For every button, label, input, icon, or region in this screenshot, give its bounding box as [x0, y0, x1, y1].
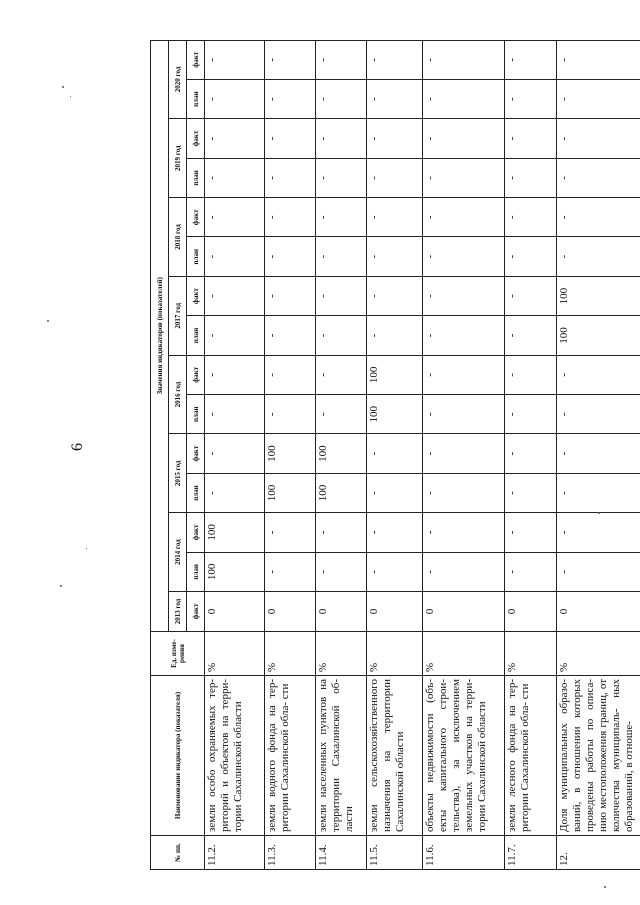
value-cell: - [367, 40, 423, 79]
header-year-2015: 2015 год [169, 434, 187, 513]
value-cell: - [556, 473, 640, 512]
value-cell: 100 [265, 434, 316, 473]
value-cell: 100 [265, 473, 316, 512]
value-cell: - [423, 198, 505, 237]
value-cell: - [316, 119, 367, 158]
header-year-2018: 2018 год [169, 198, 187, 277]
row-number: 12. [556, 836, 640, 870]
value-cell: - [556, 395, 640, 434]
value-cell: - [367, 316, 423, 355]
value-cell: - [423, 513, 505, 552]
header-fact-2019: факт [187, 119, 205, 158]
value-cell: - [423, 119, 505, 158]
header-year-2013: 2013 год [169, 592, 187, 632]
header-plan-2019: план [187, 158, 205, 197]
value-cell: - [505, 473, 556, 512]
value-cell: - [367, 198, 423, 237]
table-row [505, 40, 556, 869]
value-cell: - [505, 119, 556, 158]
value-cell: - [316, 158, 367, 197]
value-cell: - [505, 434, 556, 473]
value-cell: - [205, 119, 265, 158]
value-cell: - [505, 355, 556, 394]
value-cell: 100 [205, 552, 265, 591]
header-fact-2014: факт [187, 513, 205, 552]
value-cell: - [367, 513, 423, 552]
table-row [423, 40, 505, 869]
value-cell: - [367, 552, 423, 591]
value-cell: - [205, 40, 265, 79]
value-cell: - [205, 276, 265, 315]
value-cell: - [316, 276, 367, 315]
header-plan-2020: план [187, 79, 205, 118]
table-row [265, 40, 316, 869]
row-number: 11.4. [316, 836, 367, 870]
value-cell: 0 [205, 592, 265, 632]
value-cell: - [265, 237, 316, 276]
row-number: 11.2. [205, 836, 265, 870]
scan-speck [598, 512, 600, 514]
scan-speck [86, 548, 87, 549]
header-fact-2017: факт [187, 276, 205, 315]
table-row [316, 40, 367, 869]
value-cell: - [505, 552, 556, 591]
value-cell: - [316, 237, 367, 276]
value-cell: - [265, 316, 316, 355]
value-cell: - [367, 237, 423, 276]
value-cell: - [505, 158, 556, 197]
scan-speck [62, 86, 64, 88]
value-cell: - [505, 513, 556, 552]
value-cell: - [505, 237, 556, 276]
value-cell: - [265, 40, 316, 79]
header-fact: факт [187, 592, 205, 632]
value-cell: - [205, 316, 265, 355]
value-cell: 0 [367, 592, 423, 632]
value-cell: 100 [316, 434, 367, 473]
value-cell: 0 [556, 592, 640, 632]
value-cell: - [423, 158, 505, 197]
value-cell: 0 [505, 592, 556, 632]
value-cell: - [505, 316, 556, 355]
value-cell: - [423, 473, 505, 512]
page-number: 6 [69, 443, 86, 451]
value-cell: - [205, 355, 265, 394]
row-number: 11.5. [367, 836, 423, 870]
value-cell: - [367, 434, 423, 473]
value-cell: - [265, 276, 316, 315]
value-cell: - [265, 79, 316, 118]
indicator-name: земли населенных пунктов на территории Сахалинской об- ласти [316, 676, 367, 836]
table-row [205, 40, 265, 869]
value-cell: - [316, 316, 367, 355]
value-cell: - [316, 79, 367, 118]
header-year-2017: 2017 год [169, 276, 187, 355]
value-cell: - [423, 355, 505, 394]
value-cell: 0 [423, 592, 505, 632]
header-year-2019: 2019 год [169, 119, 187, 198]
header-fact-2015: факт [187, 434, 205, 473]
value-cell: - [205, 79, 265, 118]
header-plan-2017: план [187, 316, 205, 355]
value-cell: 100 [316, 473, 367, 512]
indicator-name: земли особо охраняемых тер- риторий и объектов на терри- тории Сахалинской области [205, 676, 265, 836]
scan-speck [70, 96, 71, 97]
unit-cell: % [316, 632, 367, 676]
header-fact-2020: факт [187, 40, 205, 79]
indicators-table [150, 40, 640, 870]
indicator-name: земли сельскохозяйственного назначения на территории Сахалинской области [367, 676, 423, 836]
indicator-name: земли лесного фонда на тер- ритории Сахалинской обла- сти [505, 676, 556, 836]
value-cell: 100 [367, 355, 423, 394]
value-cell: - [367, 119, 423, 158]
value-cell: - [205, 158, 265, 197]
scan-speck [60, 585, 62, 587]
value-cell: - [423, 40, 505, 79]
unit-cell: % [367, 632, 423, 676]
unit-cell: % [423, 632, 505, 676]
value-cell: - [367, 276, 423, 315]
value-cell: - [205, 434, 265, 473]
header-plan-2018: план [187, 237, 205, 276]
header-fact-2016: факт [187, 355, 205, 394]
value-cell: - [316, 513, 367, 552]
value-cell: - [505, 395, 556, 434]
value-cell: - [316, 198, 367, 237]
value-cell: 0 [316, 592, 367, 632]
table-row [556, 40, 640, 869]
header-plan-2014: план [187, 552, 205, 591]
value-cell: - [556, 552, 640, 591]
value-cell: - [556, 434, 640, 473]
unit-cell: % [556, 632, 640, 676]
value-cell: 100 [556, 276, 640, 315]
value-cell: - [367, 79, 423, 118]
value-cell: - [423, 316, 505, 355]
indicator-name: Доля муниципальных образо- ваний, в отношении которых проведены работы по описа- нию местоположения границ, от количества муниципаль- ных образований, в отноше- [556, 676, 640, 836]
value-cell: - [556, 119, 640, 158]
value-cell: - [205, 473, 265, 512]
value-cell: - [316, 355, 367, 394]
value-cell: - [556, 158, 640, 197]
value-cell: - [205, 395, 265, 434]
value-cell: - [556, 40, 640, 79]
header-plan-2015: план [187, 473, 205, 512]
value-cell: 100 [367, 395, 423, 434]
rotated-table-wrapper [150, 40, 640, 870]
value-cell: - [367, 158, 423, 197]
unit-cell: % [265, 632, 316, 676]
table-row [367, 40, 423, 869]
header-year-2020: 2020 год [169, 40, 187, 119]
value-cell: - [316, 40, 367, 79]
value-cell: - [556, 198, 640, 237]
value-cell: - [423, 434, 505, 473]
value-cell: - [265, 158, 316, 197]
scan-speck [47, 320, 49, 322]
value-cell: - [423, 237, 505, 276]
value-cell: - [556, 79, 640, 118]
header-year-2014: 2014 год [169, 513, 187, 592]
value-cell: 0 [265, 592, 316, 632]
value-cell: - [265, 355, 316, 394]
value-cell: - [556, 355, 640, 394]
value-cell: - [205, 198, 265, 237]
value-cell: - [367, 473, 423, 512]
value-cell: - [556, 237, 640, 276]
value-cell: - [423, 79, 505, 118]
row-number: 11.3. [265, 836, 316, 870]
value-cell: - [505, 40, 556, 79]
value-cell: - [505, 79, 556, 118]
row-number: 11.7. [505, 836, 556, 870]
value-cell: - [265, 119, 316, 158]
header-name: Наименование индикатора (показателя) [151, 676, 205, 836]
value-cell: - [265, 198, 316, 237]
row-number: 11.6. [423, 836, 505, 870]
header-values-group: Значения индикаторов (показателей) [151, 40, 169, 631]
header-plan-2016: план [187, 395, 205, 434]
value-cell: - [265, 552, 316, 591]
indicator-name: земли водного фонда на тер- ритории Сахалинской обла- сти [265, 676, 316, 836]
value-cell: - [423, 552, 505, 591]
value-cell: - [265, 395, 316, 434]
value-cell: - [423, 276, 505, 315]
value-cell: - [556, 513, 640, 552]
value-cell: 100 [205, 513, 265, 552]
header-year-2016: 2016 год [169, 355, 187, 434]
scan-speck [604, 886, 606, 888]
value-cell: 100 [556, 316, 640, 355]
value-cell: - [505, 276, 556, 315]
indicator-name: объекты недвижимости (объ- екты капитального строи- тельства), за исключением земельных участков на терри- тории Сахалинской области [423, 676, 505, 836]
header-unit: Ед. изме- рения [151, 632, 205, 676]
header-fact-2018: факт [187, 198, 205, 237]
value-cell: - [316, 395, 367, 434]
value-cell: - [423, 395, 505, 434]
unit-cell: % [505, 632, 556, 676]
header-num: № пп. [151, 836, 205, 870]
value-cell: - [265, 513, 316, 552]
value-cell: - [505, 198, 556, 237]
unit-cell: % [205, 632, 265, 676]
value-cell: - [316, 552, 367, 591]
value-cell: - [205, 237, 265, 276]
